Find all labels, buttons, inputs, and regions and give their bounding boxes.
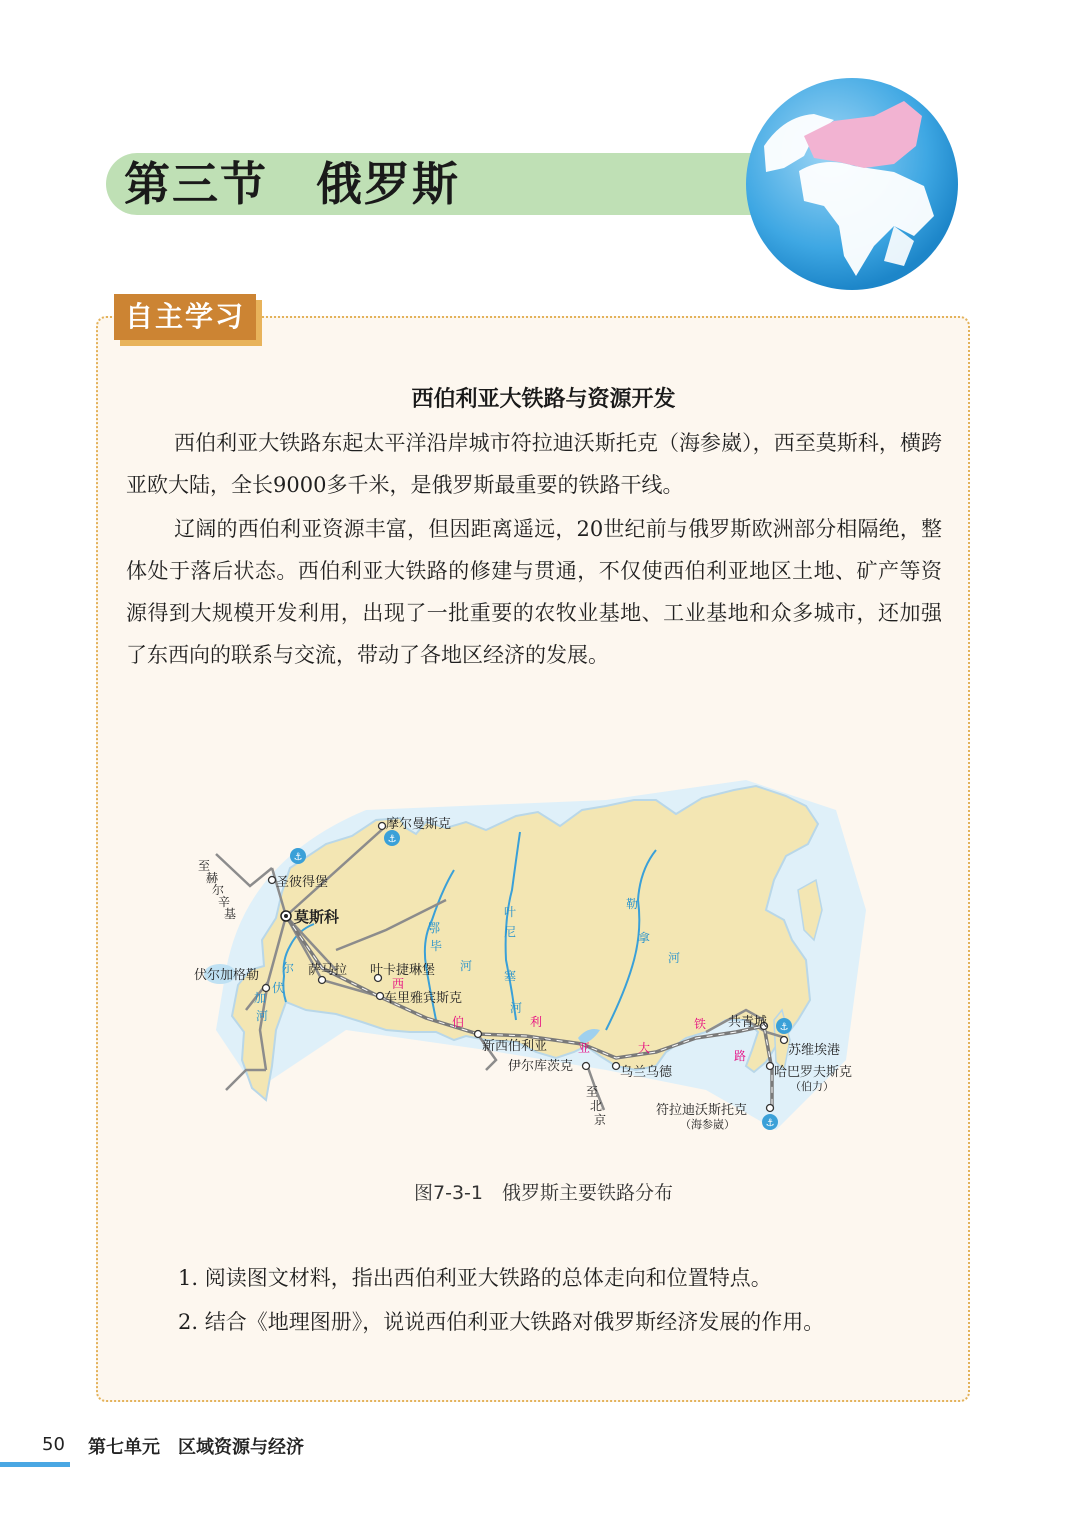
city-moscow: 莫斯科 xyxy=(294,908,340,926)
to-helsinki-5: 基 xyxy=(224,907,237,921)
to-helsinki-3: 尔 xyxy=(212,883,225,897)
river-yenisei-1: 叶 xyxy=(504,905,517,919)
study-tag: 自主学习 xyxy=(114,294,256,340)
city-volgograd: 伏尔加格勒 xyxy=(194,968,260,983)
city-murmansk: 摩尔曼斯克 xyxy=(386,817,452,832)
figure-caption: 图7-3-1 俄罗斯主要铁路分布 xyxy=(414,1182,673,1204)
city-komsomolsk: 共青城 xyxy=(728,1015,768,1030)
anchor-icon xyxy=(776,1018,792,1034)
river-volga-2: 尔 xyxy=(282,961,295,975)
city-yekaterinburg: 叶卡捷琳堡 xyxy=(370,963,436,978)
to-helsinki-1: 至 xyxy=(198,859,211,873)
rail-label-4: 亚 xyxy=(578,1041,591,1055)
city-irkutsk: 伊尔库茨克 xyxy=(508,1059,574,1074)
river-yenisei-4: 河 xyxy=(510,1001,523,1015)
page-title: 第三节 俄罗斯 xyxy=(124,157,460,211)
paragraph-1 xyxy=(126,422,942,506)
anchor-icon xyxy=(762,1114,778,1130)
river-ob-1: 鄂 xyxy=(428,921,441,935)
to-beijing-1: 至 xyxy=(586,1085,599,1099)
svg-text:⚓: ⚓ xyxy=(293,852,303,863)
to-helsinki-2: 赫 xyxy=(206,871,219,885)
city-novosibirsk: 新西伯利亚 xyxy=(482,1039,548,1054)
svg-text:⚓: ⚓ xyxy=(387,834,397,845)
city-st-petersburg: 圣彼得堡 xyxy=(276,875,329,890)
city-sovetskaya-gavan: 苏维埃港 xyxy=(788,1043,841,1058)
svg-text:⚓: ⚓ xyxy=(779,1022,789,1033)
city-vladivostok: 符拉迪沃斯托克 xyxy=(656,1103,748,1118)
paragraph-2-text: 辽阔的西伯利亚资源丰富，但因距离遥远，20世纪前与俄罗斯欧洲部分相隔绝，整体处于落后状态。西伯利亚大铁路的修建与贯通，不仅使西伯利亚地区土地、矿产等资源得到大规模开发利用，出现了一批重要的农牧业基地、工业基地和众多城市，还加强了东西向的联系与交流，带动了各地区经济的发展。 xyxy=(126,517,942,667)
footer-accent-line xyxy=(0,1462,70,1467)
svg-text:⚓: ⚓ xyxy=(765,1118,775,1129)
anchor-icon xyxy=(384,830,400,846)
river-yenisei-3: 塞 xyxy=(504,969,517,983)
city-vladivostok-alt: （海参崴） xyxy=(680,1118,735,1131)
question-1: 1. 阅读图文材料，指出西伯利亚大铁路的总体走向和位置特点。 xyxy=(178,1266,772,1290)
rail-label-6: 铁 xyxy=(694,1017,707,1031)
river-lena-2: 拿 xyxy=(638,931,651,945)
city-khabarovsk-alt: （伯力） xyxy=(790,1080,834,1093)
river-yenisei-2: 尼 xyxy=(504,925,517,939)
russia-railway-map xyxy=(186,770,870,1146)
river-volga-1: 伏 xyxy=(272,981,285,995)
page-number: 50 xyxy=(42,1434,65,1455)
rail-label-7: 路 xyxy=(734,1049,747,1063)
unit-title: 第七单元 区域资源与经济 xyxy=(88,1437,304,1458)
rail-label-1: 西 xyxy=(392,977,405,991)
paragraph-1-text: 西伯利亚大铁路东起太平洋沿岸城市符拉迪沃斯托克（海参崴），西至莫斯科，横跨亚欧大陆，全长9000多千米，是俄罗斯最重要的铁路干线。 xyxy=(126,431,942,497)
anchor-icon xyxy=(290,848,306,864)
river-lena-1: 勒 xyxy=(626,897,639,911)
city-khabarovsk: 哈巴罗夫斯克 xyxy=(774,1065,853,1080)
city-chelyabinsk: 车里雅宾斯克 xyxy=(384,991,463,1006)
question-2: 2. 结合《地理图册》，说说西伯利亚大铁路对俄罗斯经济发展的作用。 xyxy=(178,1310,825,1334)
city-ulan-ude: 乌兰乌德 xyxy=(620,1065,673,1080)
to-helsinki-4: 辛 xyxy=(218,895,231,909)
globe-illustration xyxy=(744,76,960,292)
rail-label-2: 伯 xyxy=(452,1015,465,1029)
river-lena-3: 河 xyxy=(668,951,681,965)
paragraph-2 xyxy=(126,508,942,676)
river-ob-2: 毕 xyxy=(430,939,443,953)
to-beijing-2: 北 xyxy=(590,1099,603,1113)
river-volga-4: 河 xyxy=(256,1009,269,1023)
to-beijing-3: 京 xyxy=(594,1113,607,1127)
river-ob-3: 河 xyxy=(460,959,473,973)
rail-label-5: 大 xyxy=(638,1041,651,1055)
rail-label-3: 利 xyxy=(530,1015,543,1029)
river-volga-3: 加 xyxy=(254,991,267,1005)
city-samara: 萨马拉 xyxy=(308,963,348,978)
reading-title: 西伯利亚大铁路与资源开发 xyxy=(411,387,676,412)
